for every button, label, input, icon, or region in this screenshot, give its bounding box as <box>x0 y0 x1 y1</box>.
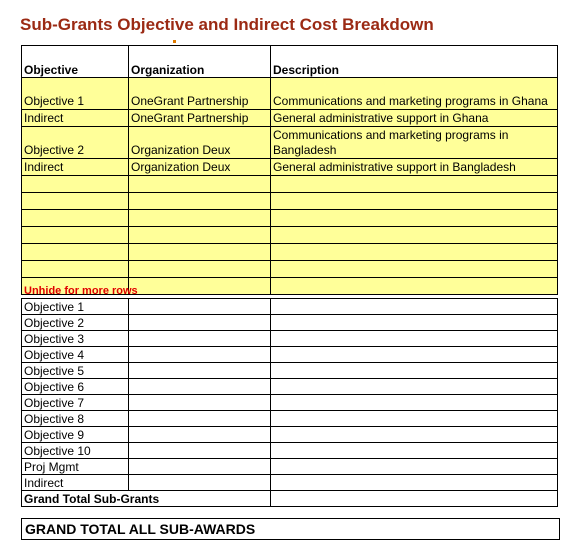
empty-cell[interactable] <box>271 427 558 443</box>
table-row <box>22 299 558 315</box>
table-row <box>22 159 558 176</box>
grand-total-all-subawards: GRAND TOTAL ALL SUB-AWARDS <box>21 518 560 540</box>
row-label: Objective 5 <box>22 363 129 379</box>
empty-cell[interactable] <box>271 363 558 379</box>
empty-row <box>22 227 558 244</box>
empty-cell[interactable] <box>129 363 271 379</box>
row-label: Objective 4 <box>22 347 129 363</box>
cell-objective[interactable]: Objective 1 <box>22 78 129 110</box>
table-row <box>22 110 558 127</box>
empty-row <box>22 261 558 278</box>
row-label: Objective 3 <box>22 331 129 347</box>
empty-cell[interactable] <box>271 210 558 227</box>
empty-cell[interactable] <box>271 347 558 363</box>
empty-cell[interactable] <box>22 176 129 193</box>
cell-organization[interactable]: OneGrant Partnership <box>129 78 271 110</box>
grand-total-subgrants-label: Grand Total Sub-Grants <box>22 491 271 507</box>
row-label: Objective 9 <box>22 427 129 443</box>
header-objective: Objective <box>22 46 129 78</box>
header-organization: Organization <box>129 46 271 78</box>
cell-description[interactable]: Communications and marketing programs in Ghana <box>271 78 558 110</box>
empty-cell[interactable] <box>129 411 271 427</box>
empty-cell[interactable] <box>129 459 271 475</box>
empty-cell[interactable] <box>129 331 271 347</box>
empty-cell[interactable] <box>271 227 558 244</box>
row-label: Objective 1 <box>22 299 129 315</box>
table-row <box>22 331 558 347</box>
objective-table <box>21 45 558 295</box>
empty-cell[interactable] <box>271 315 558 331</box>
empty-cell[interactable] <box>129 395 271 411</box>
row-label: Objective 10 <box>22 443 129 459</box>
summary-table <box>21 298 558 507</box>
empty-cell[interactable] <box>129 244 271 261</box>
decorative-mark <box>173 40 176 43</box>
table-header-row <box>22 46 558 78</box>
empty-cell[interactable] <box>22 193 129 210</box>
cell-description[interactable]: General administrative support in Bangladesh <box>271 159 558 176</box>
row-label: Objective 8 <box>22 411 129 427</box>
row-label: Indirect <box>22 475 129 491</box>
empty-cell[interactable] <box>271 299 558 315</box>
cell-description[interactable]: General administrative support in Ghana <box>271 110 558 127</box>
empty-cell[interactable] <box>271 278 558 295</box>
empty-cell[interactable] <box>271 411 558 427</box>
empty-cell[interactable] <box>271 244 558 261</box>
table-row <box>22 395 558 411</box>
empty-cell[interactable] <box>271 176 558 193</box>
table-row <box>22 443 558 459</box>
table-row <box>22 475 558 491</box>
empty-cell[interactable] <box>129 176 271 193</box>
empty-cell[interactable] <box>129 347 271 363</box>
cell-organization[interactable]: OneGrant Partnership <box>129 110 271 127</box>
page-title: Sub-Grants Objective and Indirect Cost Breakdown <box>20 15 434 34</box>
table-row <box>22 315 558 331</box>
empty-cell[interactable] <box>129 193 271 210</box>
header-description: Description <box>271 46 558 78</box>
table-row <box>22 347 558 363</box>
table-row <box>22 379 558 395</box>
empty-cell[interactable] <box>129 427 271 443</box>
table-row <box>22 427 558 443</box>
empty-cell[interactable] <box>129 315 271 331</box>
empty-row <box>22 210 558 227</box>
empty-cell[interactable] <box>22 261 129 278</box>
empty-cell[interactable] <box>129 475 271 491</box>
row-label: Objective 7 <box>22 395 129 411</box>
empty-cell[interactable] <box>22 210 129 227</box>
table-row <box>22 127 558 159</box>
cell-objective[interactable]: Indirect <box>22 110 129 127</box>
grand-total-subgrants-row <box>22 491 558 507</box>
empty-cell[interactable] <box>22 227 129 244</box>
empty-row <box>22 193 558 210</box>
empty-cell[interactable] <box>129 299 271 315</box>
table-row <box>22 411 558 427</box>
unhide-note: Unhide for more rows <box>24 285 138 297</box>
cell-objective[interactable]: Objective 2 <box>22 127 129 159</box>
empty-row <box>22 176 558 193</box>
empty-cell[interactable] <box>271 443 558 459</box>
empty-cell[interactable] <box>271 261 558 278</box>
empty-cell[interactable] <box>271 475 558 491</box>
empty-cell[interactable] <box>271 379 558 395</box>
cell-organization[interactable]: Organization Deux <box>129 127 271 159</box>
empty-cell[interactable] <box>129 210 271 227</box>
table-row <box>22 363 558 379</box>
cell-organization[interactable]: Organization Deux <box>129 159 271 176</box>
empty-row <box>22 244 558 261</box>
empty-cell[interactable] <box>271 193 558 210</box>
cell-description[interactable]: Communications and marketing programs in Bangladesh <box>271 127 558 159</box>
row-label: Proj Mgmt <box>22 459 129 475</box>
empty-cell[interactable] <box>22 244 129 261</box>
grand-total-subgrants-value[interactable] <box>271 491 558 507</box>
empty-cell[interactable] <box>129 227 271 244</box>
empty-cell[interactable] <box>129 278 271 295</box>
table-row <box>22 459 558 475</box>
empty-cell[interactable] <box>129 261 271 278</box>
empty-cell[interactable] <box>129 379 271 395</box>
empty-cell[interactable] <box>129 443 271 459</box>
row-label: Objective 6 <box>22 379 129 395</box>
cell-objective[interactable]: Indirect <box>22 159 129 176</box>
row-label: Objective 2 <box>22 315 129 331</box>
empty-cell[interactable] <box>271 395 558 411</box>
empty-cell[interactable] <box>271 459 558 475</box>
empty-cell[interactable] <box>271 331 558 347</box>
table-row <box>22 78 558 110</box>
